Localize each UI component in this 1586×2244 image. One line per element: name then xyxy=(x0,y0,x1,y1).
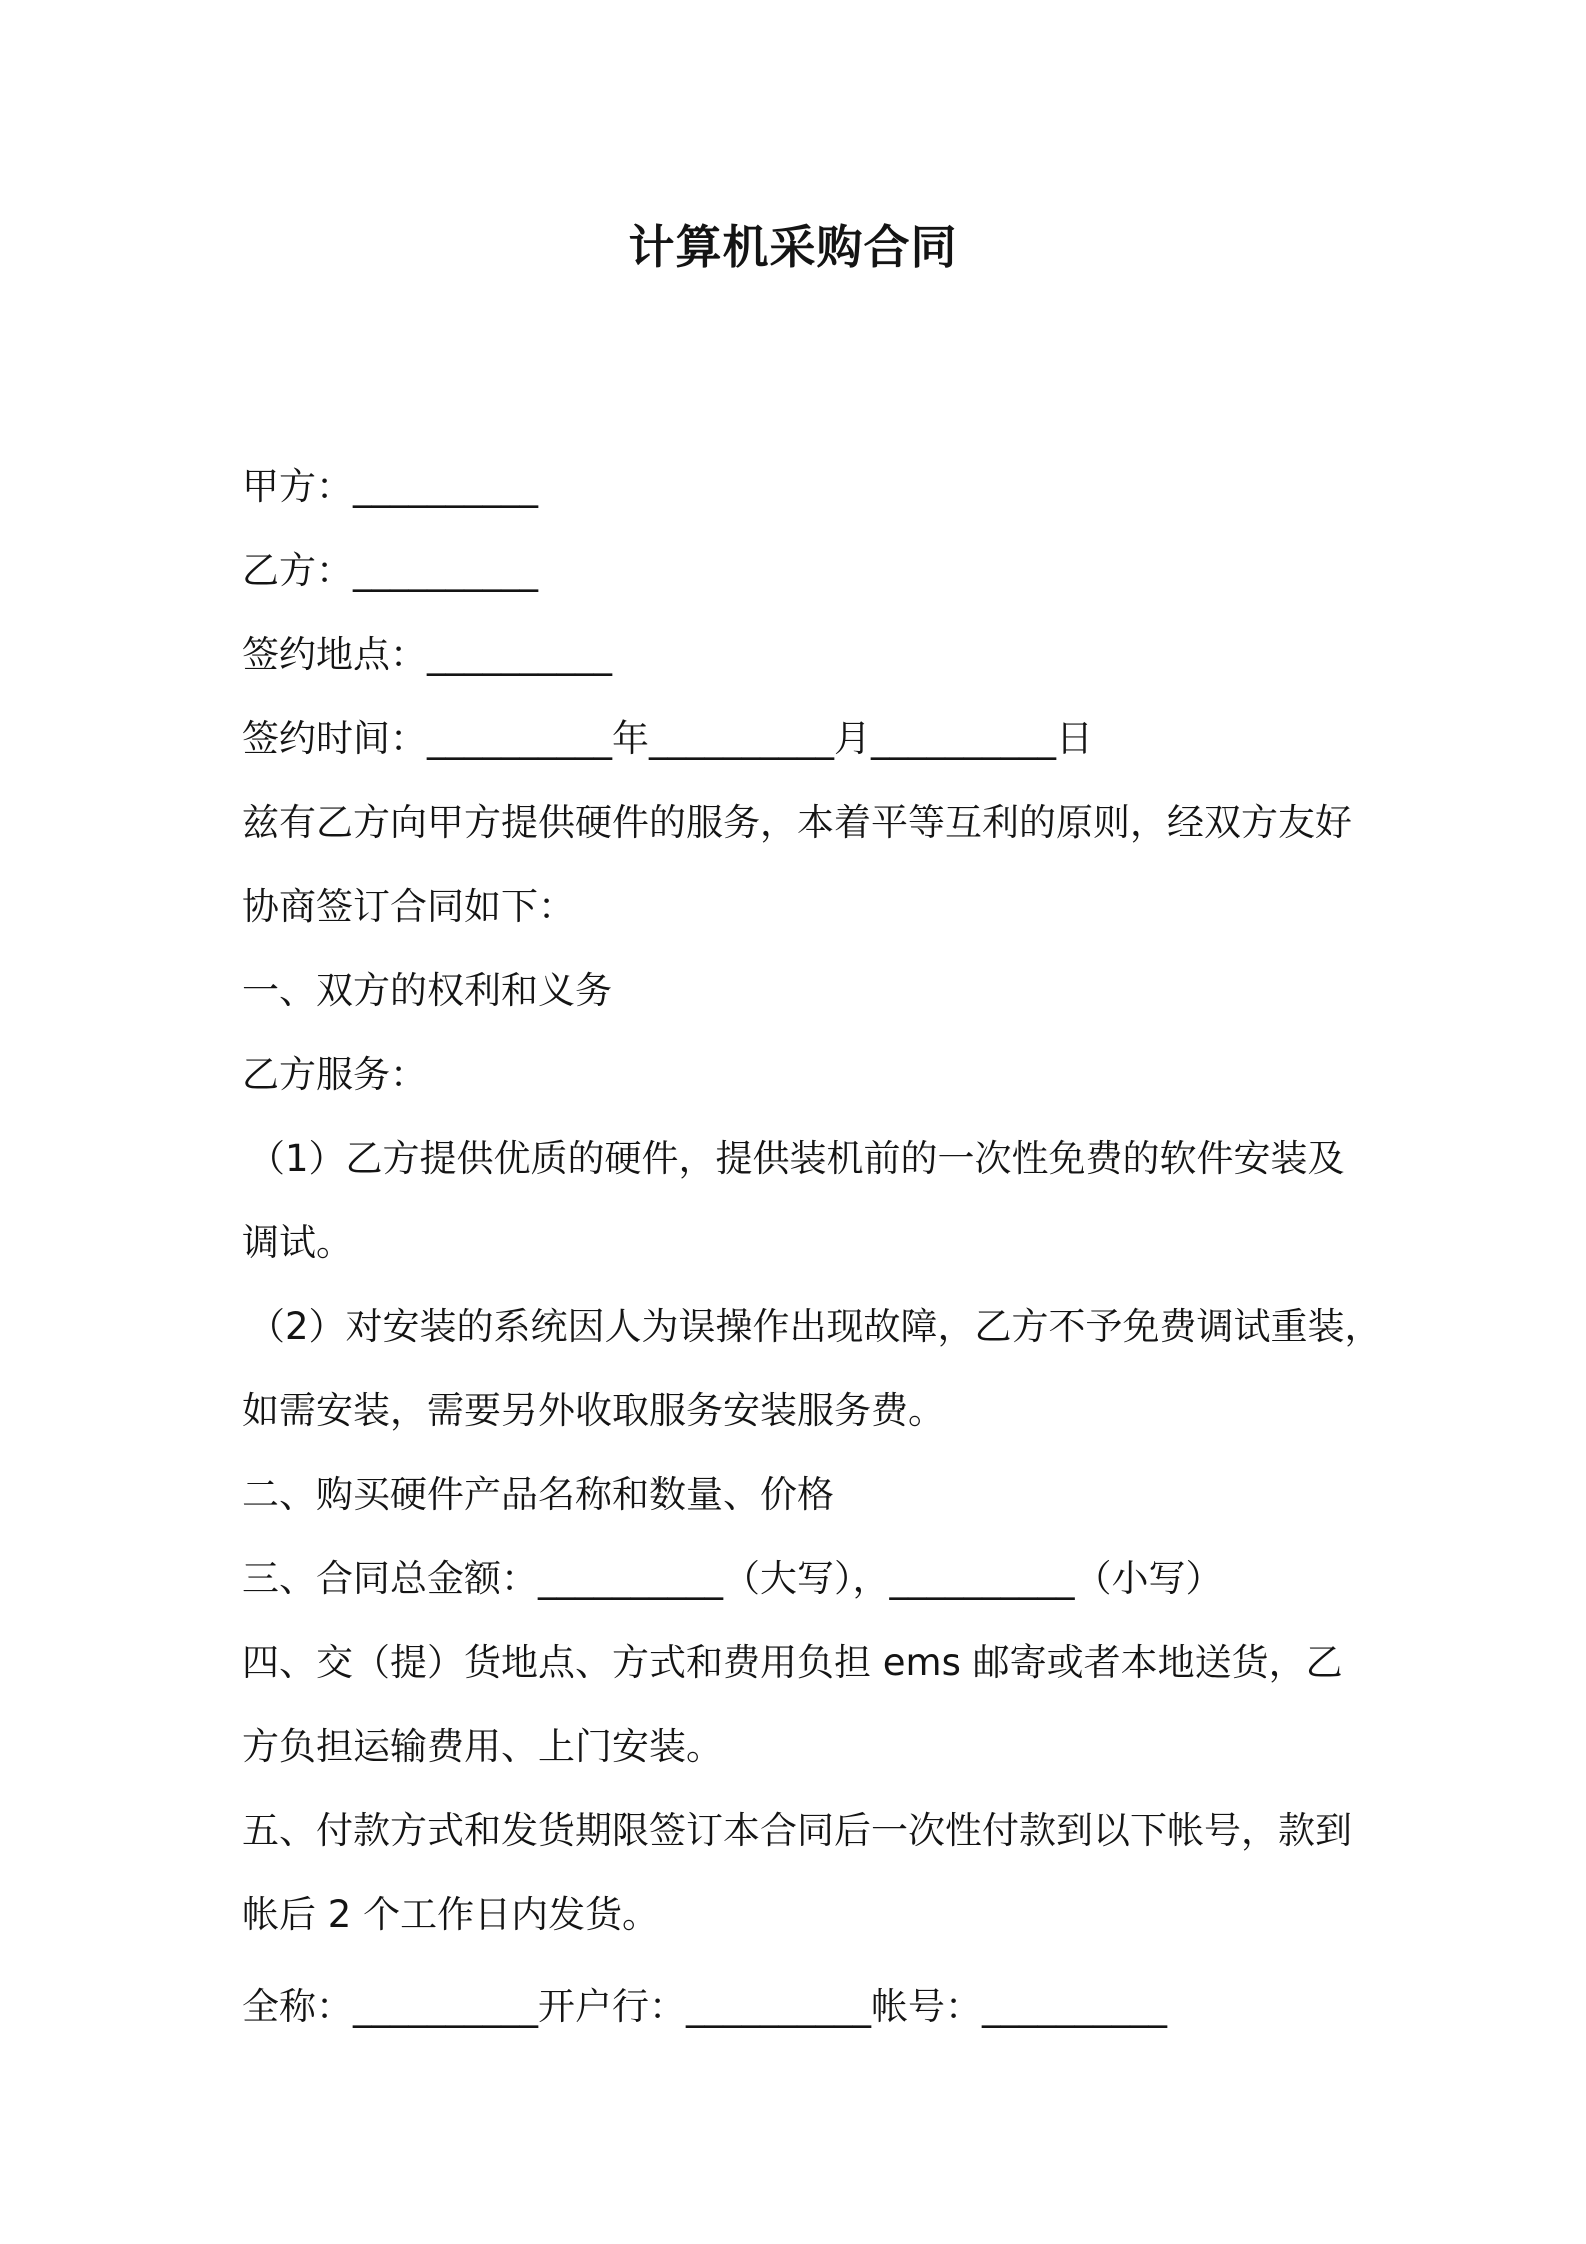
signing-date-line: 签约时间：__________年__________月__________日 xyxy=(242,717,1093,760)
party-a-line: 甲方：__________ xyxy=(242,465,538,508)
service-item-1-line-2: 调试。 xyxy=(242,1221,353,1264)
service-item-1-line-1: （1）乙方提供优质的硬件，提供装机前的一次性免费的软件安装及 xyxy=(248,1137,1345,1180)
document-title: 计算机采购合同 xyxy=(628,220,958,274)
party-b-line: 乙方：__________ xyxy=(242,549,538,592)
section-3-total-amount: 三、合同总金额：__________（大写），__________（小写） xyxy=(242,1557,1223,1600)
section-4-line-2: 方负担运输费用、上门安装。 xyxy=(242,1725,723,1768)
account-info-line: 全称：__________开户行：__________帐号：__________ xyxy=(242,1985,1167,2028)
intro-paragraph-line-2: 协商签订合同如下： xyxy=(242,885,575,928)
signing-place-line: 签约地点：__________ xyxy=(242,633,612,676)
section-5-line-2: 帐后 2 个工作日内发货。 xyxy=(242,1893,660,1936)
service-item-2-line-1: （2）对安装的系统因人为误操作出现故障，乙方不予免费调试重装， xyxy=(248,1305,1382,1348)
section-1-heading: 一、双方的权利和义务 xyxy=(242,969,612,1012)
section-2-heading: 二、购买硬件产品名称和数量、价格 xyxy=(242,1473,834,1516)
party-b-services-label: 乙方服务： xyxy=(242,1053,427,1096)
intro-paragraph-line-1: 兹有乙方向甲方提供硬件的服务，本着平等互利的原则，经双方友好 xyxy=(242,801,1352,844)
section-5-line-1: 五、付款方式和发货期限签订本合同后一次性付款到以下帐号，款到 xyxy=(242,1809,1352,1852)
document-body xyxy=(242,445,1382,2049)
service-item-2-line-2: 如需安装，需要另外收取服务安装服务费。 xyxy=(242,1389,945,1432)
section-4-line-1: 四、交（提）货地点、方式和费用负担 ems 邮寄或者本地送货，乙 xyxy=(242,1641,1343,1684)
